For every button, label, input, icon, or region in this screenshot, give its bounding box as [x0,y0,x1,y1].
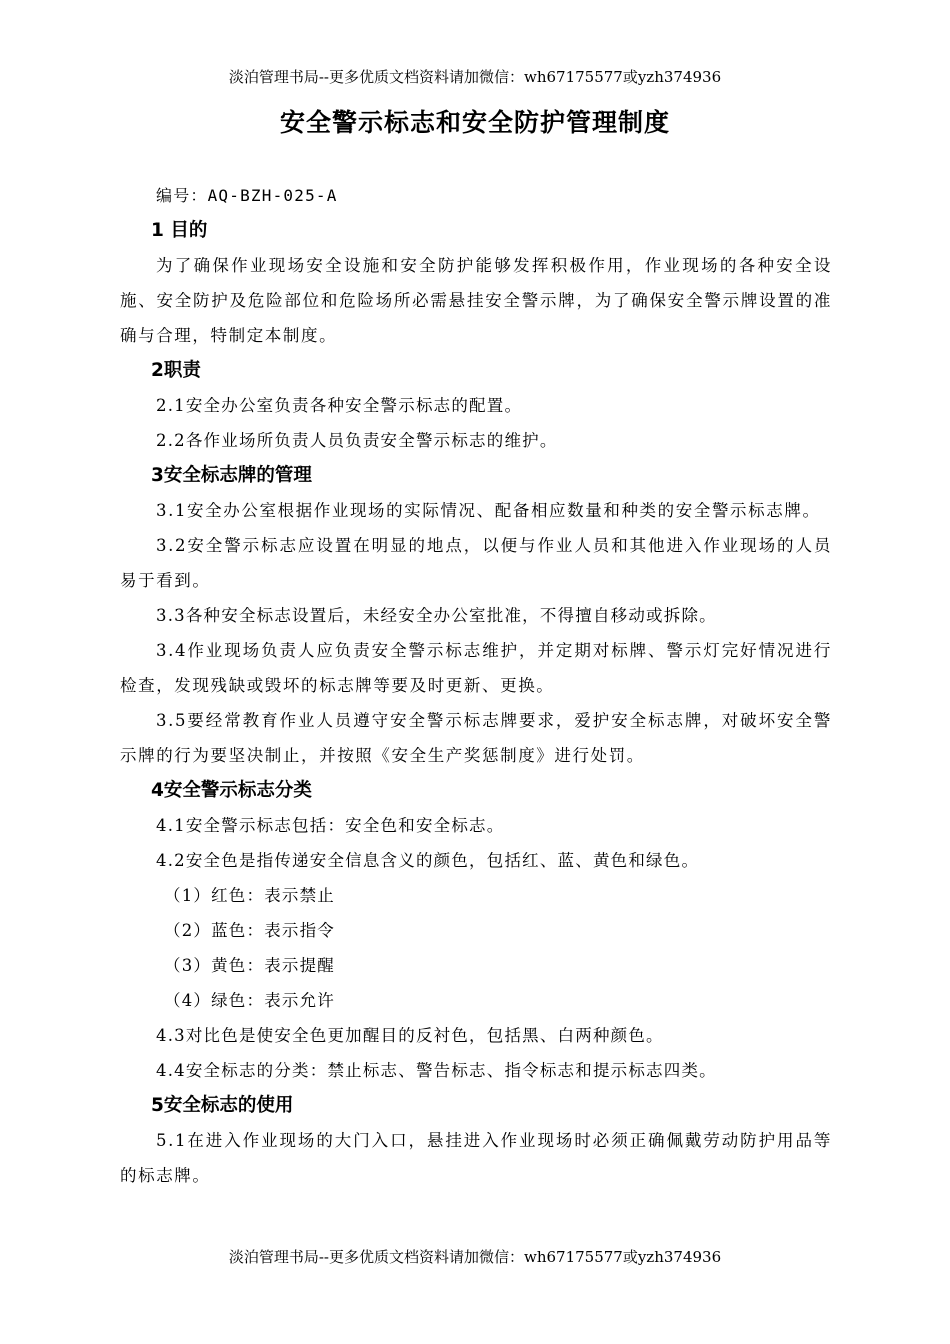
paragraph: 为了确保作业现场安全设施和安全防护能够发挥积极作用，作业现场的各种安全设施、安全防护及危险部位和危险场所必需悬挂安全警示牌，为了确保安全警示牌设置的准确与合理，特制定本制度。 [120,256,832,345]
section-heading: 4安全警示标志分类 [151,780,312,801]
document-body [120,178,832,1193]
paragraph: 3.1安全办公室根据作业现场的实际情况、配备相应数量和种类的安全警示标志牌。 [156,501,821,520]
list-item: 4.3对比色是使安全色更加醒目的反衬色，包括黑、白两种颜色。 [156,1026,664,1045]
paragraph: 5.1在进入作业现场的大门入口，悬挂进入作业现场时必须正确佩戴劳动防护用品等的标志牌。 [120,1131,832,1185]
color-item: （2）蓝色：表示指令 [164,921,335,940]
list-item: 2.2各作业场所负责人员负责安全警示标志的维护。 [156,431,558,450]
section-heading: 5安全标志的使用 [151,1095,294,1116]
color-item: （4）绿色：表示允许 [164,991,335,1010]
paragraph: 3.2安全警示标志应设置在明显的地点，以便与作业人员和其他进入作业现场的人员易于看到。 [120,536,832,590]
page-footer: 淡泊管理书局--更多优质文档资料请加微信：wh67175577或yzh374936 [228,1248,722,1266]
list-item: 4.2安全色是指传递安全信息含义的颜色，包括红、蓝、黄色和绿色。 [156,851,700,870]
color-item: （3）黄色：表示提醒 [164,956,335,975]
paragraph: 3.4作业现场负责人应负责安全警示标志维护，并定期对标牌、警示灯完好情况进行检查，发现残缺或毁坏的标志牌等要及时更新、更换。 [120,641,832,695]
paragraph: 3.5要经常教育作业人员遵守安全警示标志牌要求，爱护安全标志牌，对破坏安全警示牌的行为要坚决制止，并按照《安全生产奖惩制度》进行处罚。 [120,711,832,765]
doc-number: 编号：AQ-BZH-025-A [156,186,338,205]
section-heading: 1 目的 [151,220,208,241]
list-item: 4.4安全标志的分类：禁止标志、警告标志、指令标志和提示标志四类。 [156,1061,717,1080]
list-item: 4.1安全警示标志包括：安全色和安全标志。 [156,816,505,835]
section-heading: 2职责 [151,360,201,381]
list-item: 2.1安全办公室负责各种安全警示标志的配置。 [156,396,523,415]
document-title: 安全警示标志和安全防护管理制度 [279,108,670,137]
page-header: 淡泊管理书局--更多优质文档资料请加微信：wh67175577或yzh374936 [228,68,722,86]
color-item: （1）红色：表示禁止 [164,886,335,905]
section-heading: 3安全标志牌的管理 [151,465,312,486]
list-item: 3.3各种安全标志设置后，未经安全办公室批准，不得擅自移动或拆除。 [156,606,717,625]
